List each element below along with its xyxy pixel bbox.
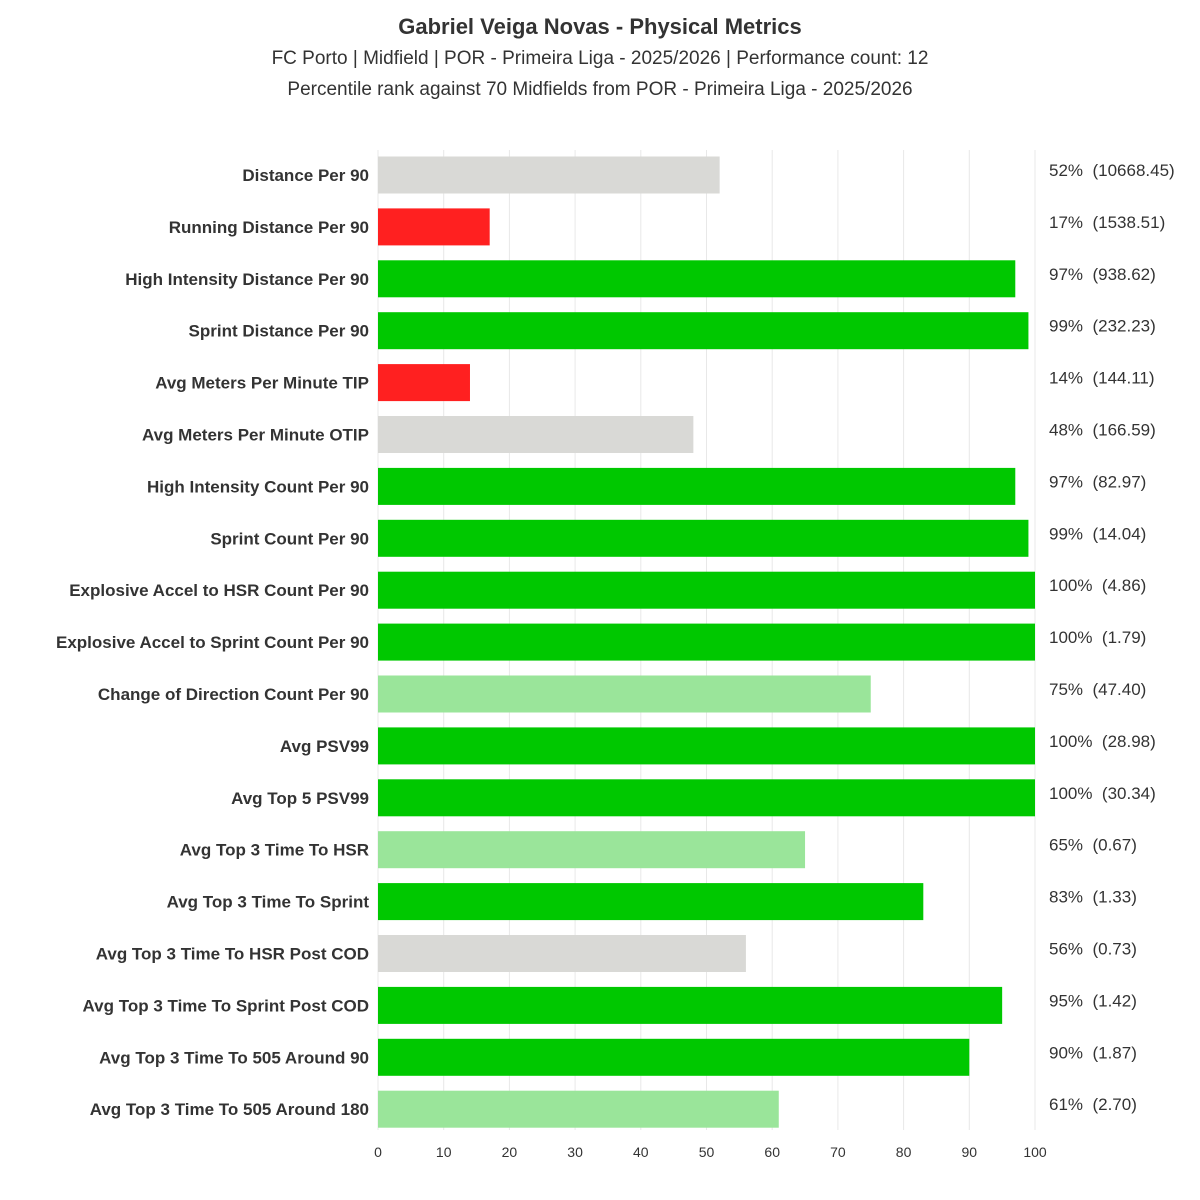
value-label: 100% (28.98): [1049, 731, 1156, 751]
bar: [378, 727, 1035, 764]
category-label: Avg Top 3 Time To 505 Around 180: [89, 1100, 369, 1120]
x-tick-label: 70: [830, 1144, 846, 1160]
value-label: 90% (1.87): [1049, 1043, 1137, 1063]
category-label: Change of Direction Count Per 90: [97, 685, 369, 704]
category-label: Avg Top 3 Time To HSR Post COD: [95, 944, 369, 964]
category-label: Running Distance Per 90: [168, 217, 369, 237]
bar: [378, 520, 1028, 557]
bar: [378, 676, 871, 713]
value-label: 97% (938.62): [1049, 264, 1156, 284]
x-tick-label: 90: [961, 1144, 978, 1160]
category-label: Avg Meters Per Minute OTIP: [141, 425, 369, 445]
value-label: 75% (47.40): [1049, 680, 1147, 699]
bar: [378, 208, 490, 245]
bar: [378, 416, 693, 453]
chart-subtitle-percentile-context: Percentile rank against 70 Midfields from POR - Primeira Liga - 2025/2026: [287, 79, 913, 100]
category-label: Avg PSV99: [279, 736, 369, 756]
value-label: 100% (30.34): [1049, 783, 1156, 803]
value-label: 17% (1538.51): [1049, 212, 1166, 232]
bar: [378, 468, 1015, 505]
category-label: High Intensity Count Per 90: [147, 477, 369, 497]
category-label: Avg Top 3 Time To HSR: [179, 840, 369, 860]
category-label: Avg Top 3 Time To 505 Around 90: [99, 1048, 369, 1068]
value-label: 52% (10668.45): [1049, 161, 1175, 180]
bar: [378, 572, 1035, 609]
category-label: Avg Top 5 PSV99: [231, 788, 369, 808]
bar: [378, 260, 1015, 297]
bar: [378, 779, 1035, 816]
category-label: Avg Top 3 Time To Sprint: [166, 892, 369, 912]
bar: [378, 883, 923, 920]
x-tick-label: 40: [633, 1144, 649, 1160]
category-label: High Intensity Distance Per 90: [125, 269, 369, 289]
bar: [378, 312, 1028, 349]
value-label: 100% (1.79): [1049, 628, 1147, 648]
bar: [378, 1039, 969, 1076]
chart-subtitle-team-info: FC Porto | Midfield | POR - Primeira Liga - 2025/2026 | Performance count: 12: [271, 48, 929, 69]
category-label: Sprint Distance Per 90: [188, 321, 369, 341]
value-label: 97% (82.97): [1049, 472, 1147, 492]
bar: [378, 1091, 779, 1128]
x-tick-label: 10: [435, 1144, 452, 1160]
x-tick-label: 20: [501, 1144, 518, 1160]
category-label: Distance Per 90: [242, 166, 369, 185]
value-label: 95% (1.42): [1049, 991, 1137, 1011]
value-label: 56% (0.73): [1049, 939, 1137, 959]
category-label: Avg Top 3 Time To Sprint Post COD: [82, 996, 369, 1016]
value-label: 99% (232.23): [1049, 316, 1156, 336]
x-tick-label: 80: [895, 1144, 912, 1160]
x-tick-label: 60: [764, 1144, 780, 1160]
value-label: 100% (4.86): [1049, 576, 1147, 596]
x-tick-label: 30: [567, 1144, 583, 1160]
category-label: Explosive Accel to HSR Count Per 90: [69, 581, 369, 601]
value-label: 61% (2.70): [1049, 1095, 1137, 1115]
value-label: 65% (0.67): [1049, 835, 1137, 855]
category-label: Explosive Accel to Sprint Count Per 90: [55, 633, 369, 653]
x-tick-label: 50: [698, 1144, 715, 1160]
x-tick-label: 100: [1023, 1144, 1047, 1160]
value-label: 14% (144.11): [1049, 368, 1155, 388]
bar: [378, 157, 720, 194]
value-label: 48% (166.59): [1049, 420, 1156, 440]
bar: [378, 935, 746, 972]
value-label: 83% (1.33): [1049, 887, 1137, 907]
category-label: Sprint Count Per 90: [210, 529, 369, 549]
bar: [378, 987, 1002, 1024]
x-tick-label: 0: [374, 1144, 382, 1160]
x-axis: [374, 1144, 1047, 1160]
chart-title: Gabriel Veiga Novas - Physical Metrics: [398, 14, 802, 39]
value-label: 99% (14.04): [1049, 524, 1147, 544]
bar: [378, 624, 1035, 661]
bar: [378, 831, 805, 868]
bar: [378, 364, 470, 401]
category-label: Avg Meters Per Minute TIP: [155, 373, 369, 393]
